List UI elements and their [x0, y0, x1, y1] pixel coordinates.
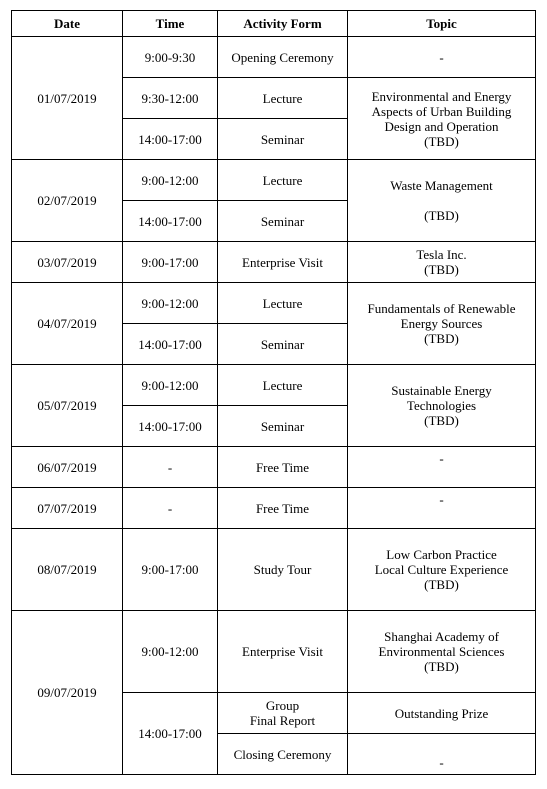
topic-cell: - — [348, 37, 536, 78]
topic-cell: Fundamentals of Renewable Energy Sources (TBD) — [348, 283, 536, 365]
activity-cell: Free Time — [218, 447, 348, 488]
activity-cell: Lecture — [218, 365, 348, 406]
date-cell: 07/07/2019 — [12, 488, 123, 529]
activity-cell: Group Final Report — [218, 693, 348, 734]
activity-cell: Enterprise Visit — [218, 242, 348, 283]
schedule-table — [11, 10, 536, 775]
header-topic: Topic — [348, 11, 536, 37]
time-cell: 14:00-17:00 — [123, 119, 218, 160]
activity-cell: Study Tour — [218, 529, 348, 611]
time-cell: 9:00-12:00 — [123, 160, 218, 201]
time-cell: 14:00-17:00 — [123, 201, 218, 242]
date-cell: 01/07/2019 — [12, 37, 123, 160]
table-row — [12, 529, 536, 611]
topic-cell: Tesla Inc. (TBD) — [348, 242, 536, 283]
activity-cell: Lecture — [218, 160, 348, 201]
date-cell: 09/07/2019 — [12, 611, 123, 775]
table-row — [12, 488, 536, 529]
topic-cell: Low Carbon Practice Local Culture Experience (TBD) — [348, 529, 536, 611]
activity-cell: Lecture — [218, 283, 348, 324]
topic-cell: Environmental and Energy Aspects of Urban Building Design and Operation (TBD) — [348, 78, 536, 160]
date-cell: 03/07/2019 — [12, 242, 123, 283]
table-row — [12, 283, 536, 324]
date-cell: 08/07/2019 — [12, 529, 123, 611]
topic-cell: Shanghai Academy of Environmental Sciences (TBD) — [348, 611, 536, 693]
activity-cell: Lecture — [218, 78, 348, 119]
header-row — [12, 11, 536, 37]
activity-cell: Seminar — [218, 406, 348, 447]
topic-cell: - — [348, 447, 536, 488]
date-cell: 02/07/2019 — [12, 160, 123, 242]
header-date: Date — [12, 11, 123, 37]
topic-cell: Waste Management (TBD) — [348, 160, 536, 242]
time-cell: 9:00-12:00 — [123, 365, 218, 406]
table-row — [12, 160, 536, 201]
time-cell: 14:00-17:00 — [123, 324, 218, 365]
time-cell: - — [123, 447, 218, 488]
activity-cell: Opening Ceremony — [218, 37, 348, 78]
table-row — [12, 365, 536, 406]
topic-cell: Sustainable Energy Technologies (TBD) — [348, 365, 536, 447]
topic-cell: - — [348, 734, 536, 775]
time-cell: 14:00-17:00 — [123, 693, 218, 775]
table-row — [12, 37, 536, 78]
date-cell: 05/07/2019 — [12, 365, 123, 447]
time-cell: - — [123, 488, 218, 529]
header-activity-form: Activity Form — [218, 11, 348, 37]
activity-cell: Seminar — [218, 201, 348, 242]
activity-cell: Seminar — [218, 324, 348, 365]
activity-cell: Enterprise Visit — [218, 611, 348, 693]
topic-cell: - — [348, 488, 536, 529]
date-cell: 04/07/2019 — [12, 283, 123, 365]
time-cell: 9:00-9:30 — [123, 37, 218, 78]
time-cell: 9:00-12:00 — [123, 283, 218, 324]
time-cell: 9:00-17:00 — [123, 529, 218, 611]
time-cell: 9:00-12:00 — [123, 611, 218, 693]
topic-cell: Outstanding Prize — [348, 693, 536, 734]
activity-cell: Seminar — [218, 119, 348, 160]
table-row — [12, 611, 536, 693]
time-cell: 9:00-17:00 — [123, 242, 218, 283]
time-cell: 9:30-12:00 — [123, 78, 218, 119]
header-time: Time — [123, 11, 218, 37]
activity-cell: Free Time — [218, 488, 348, 529]
table-row — [12, 447, 536, 488]
time-cell: 14:00-17:00 — [123, 406, 218, 447]
activity-cell: Closing Ceremony — [218, 734, 348, 775]
date-cell: 06/07/2019 — [12, 447, 123, 488]
table-row — [12, 242, 536, 283]
